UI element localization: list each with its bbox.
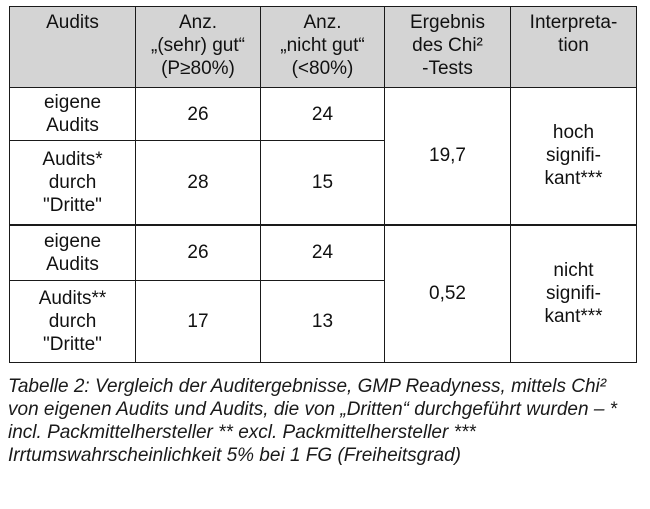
cell-chi2-result: 19,7	[385, 88, 511, 225]
header-nicht-gut: Anz. „nicht gut“ (<80%)	[261, 7, 385, 88]
cell-interpretation: nicht signifi- kant***	[511, 225, 637, 363]
header-sehr-gut: Anz. „(sehr) gut“ (P≥80%)	[136, 7, 261, 88]
cell-nicht-gut: 24	[261, 88, 385, 141]
cell-audits: eigene Audits	[10, 88, 136, 141]
cell-nicht-gut: 15	[261, 141, 385, 225]
cell-sehr-gut: 28	[136, 141, 261, 225]
cell-nicht-gut: 13	[261, 281, 385, 363]
cell-audits: Audits* durch "Dritte"	[10, 141, 136, 225]
table-row	[10, 225, 637, 281]
cell-audits: eigene Audits	[10, 225, 136, 281]
table-header-row	[10, 7, 637, 88]
table-row	[10, 88, 637, 141]
header-chi2-result: Ergebnis des Chi² -Tests	[385, 7, 511, 88]
audit-comparison-table	[9, 6, 637, 363]
header-interpretation: Interpreta- tion	[511, 7, 637, 88]
cell-nicht-gut: 24	[261, 225, 385, 281]
cell-interpretation: hoch signifi- kant***	[511, 88, 637, 225]
header-audits: Audits	[10, 7, 136, 88]
cell-chi2-result: 0,52	[385, 225, 511, 363]
cell-audits: Audits** durch "Dritte"	[10, 281, 136, 363]
table-caption: Tabelle 2: Vergleich der Auditergebnisse, GMP Readyness, mittels Chi² von eigenen Audits und Audits, die von „Dritten“ durchgeführt wurden – * incl. Packmittelhersteller ** excl. Packmittelhersteller *** Irrtumswahrscheinlichkeit 5% bei 1 FG (Freiheitsgrad)	[8, 376, 618, 466]
cell-sehr-gut: 26	[136, 88, 261, 141]
cell-sehr-gut: 26	[136, 225, 261, 281]
cell-sehr-gut: 17	[136, 281, 261, 363]
